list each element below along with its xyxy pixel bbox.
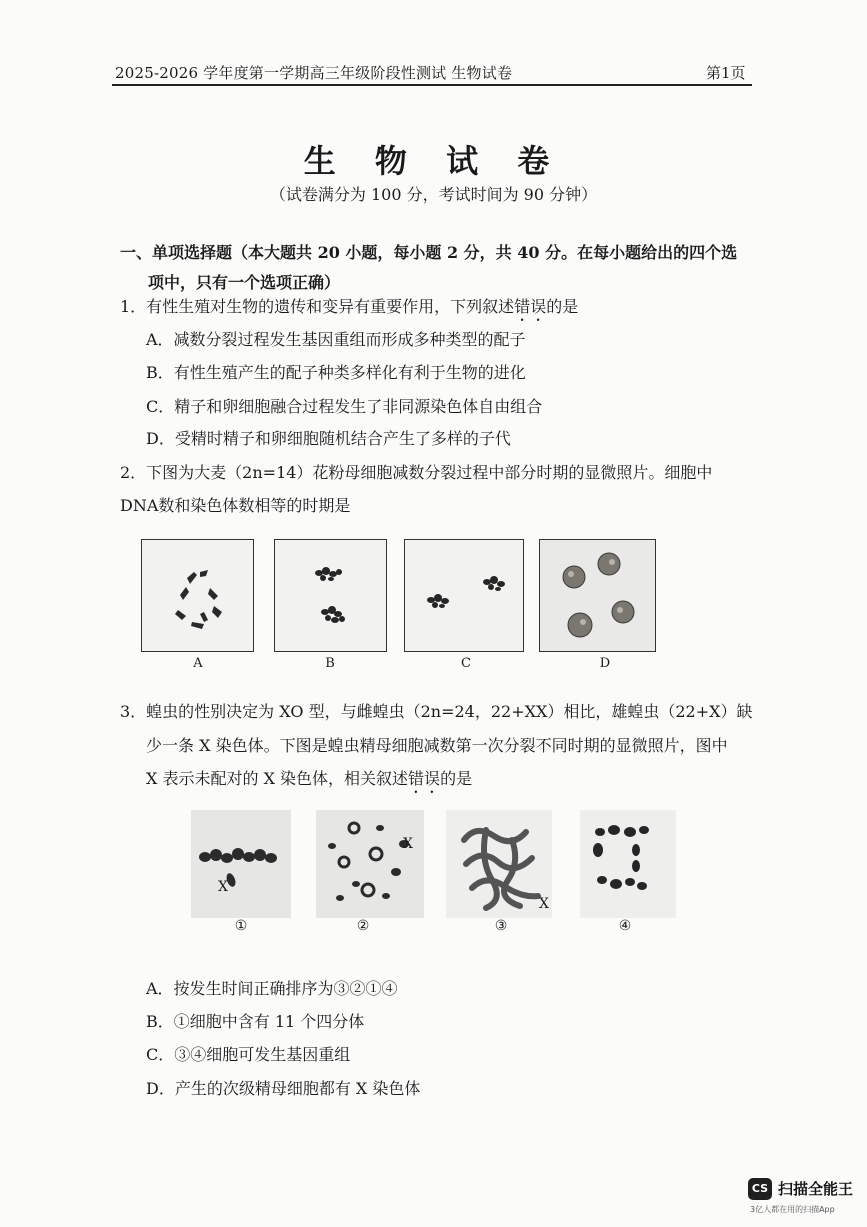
q3-label-2: ② (356, 918, 370, 934)
q3-stem-line1: 3．蝗虫的性别决定为 XO 型，与雌蝗虫（2n=24，22+XX）相比，雄蝗虫（22+X）缺 (120, 702, 753, 721)
pachytene-threads-image (446, 810, 552, 918)
page-header-left: 2025-2026 学年度第一学期高三年级阶段性测试 生物试卷 (115, 64, 513, 82)
tetrad-nuclei-image (540, 540, 657, 653)
q2-label-b: B (325, 656, 335, 671)
chromosome-anaphase-image (405, 540, 525, 653)
x-chromosome-label: X (403, 836, 413, 852)
scanner-logo-icon: CS (748, 1178, 772, 1200)
q1-option-a: A．减数分裂过程发生基因重组而形成多种类型的配子 (146, 330, 526, 349)
q1-stem-pre: 1．有性生殖对生物的遗传和变异有重要作用，下列叙述 (120, 297, 515, 316)
q3-photo-1 (191, 810, 291, 918)
q3-label-1: ① (234, 918, 248, 934)
chromosome-ring-4-image (580, 810, 676, 918)
q3-stem-pre: X 表示未配对的 X 染色体，相关叙述 (146, 769, 409, 788)
section1-heading-line2: 项中，只有一个选项正确） (148, 273, 341, 292)
q1-option-c: C．精子和卵细胞融合过程发生了非同源染色体自由组合 (146, 397, 543, 416)
q2-photo-d (539, 539, 656, 652)
q1-option-d: D．受精时精子和卵细胞随机结合产生了多样的子代 (146, 429, 511, 448)
q2-photo-b (274, 539, 387, 652)
page-title: 生 物 试 卷 (303, 142, 564, 180)
page-subtitle: （试卷满分为 100 分，考试时间为 90 分钟） (269, 185, 598, 204)
chromosome-ring-image (142, 540, 255, 653)
q2-label-a: A (193, 656, 203, 671)
q3-photo-2 (316, 810, 424, 918)
q1-stem (120, 294, 578, 325)
q3-photo-4 (580, 810, 676, 918)
x-chromosome-label: X (539, 896, 549, 912)
x-chromosome-label: X (218, 879, 228, 895)
q2-label-d: D (599, 656, 611, 671)
q2-stem-line2: DNA数和染色体数相等的时期是 (120, 496, 351, 515)
q3-stem-post: 的是 (440, 769, 473, 788)
q3-option-a: A．按发生时间正确排序为③②①④ (146, 979, 398, 998)
chromosome-metaphase-image (275, 540, 388, 653)
q1-stem-emphasis: 错误 (514, 297, 547, 316)
q3-option-d: D．产生的次级精母细胞都有 X 染色体 (146, 1079, 421, 1098)
q1-option-b: B．有性生殖产生的配子种类多样化有利于生物的进化 (146, 363, 526, 382)
section1-heading-line1: 一、单项选择题（本大题共 20 小题，每小题 2 分，共 40 分。在每小题给出的四个选 (120, 243, 738, 262)
q3-photo-3 (446, 810, 552, 918)
q1-stem-post: 的是 (546, 297, 579, 316)
header-rule (112, 84, 752, 86)
q3-stem-emphasis: 错误 (408, 769, 441, 788)
q3-option-b: B．①细胞中含有 11 个四分体 (146, 1012, 365, 1031)
q3-label-4: ④ (618, 918, 632, 934)
scanner-tagline: 3亿人都在用的扫描App (750, 1205, 835, 1214)
q3-stem-line3 (146, 766, 472, 797)
scanner-name: 扫描全能王 (778, 1180, 854, 1198)
q3-label-3: ③ (494, 918, 508, 934)
q2-photo-c (404, 539, 524, 652)
page-number: 第1页 (706, 64, 746, 82)
q2-label-c: C (461, 656, 471, 671)
q3-stem-line2: 少一条 X 染色体。下图是蝗虫精母细胞减数第一次分裂不同时期的显微照片，图中 (146, 736, 728, 755)
q2-stem-line1: 2．下图为大麦（2n=14）花粉母细胞减数分裂过程中部分时期的显微照片。细胞中 (120, 463, 713, 482)
q3-option-c: C．③④细胞可发生基因重组 (146, 1045, 351, 1064)
diakinesis-image (316, 810, 424, 918)
bivalent-alignment-image (191, 810, 291, 918)
q2-photo-a (141, 539, 254, 652)
